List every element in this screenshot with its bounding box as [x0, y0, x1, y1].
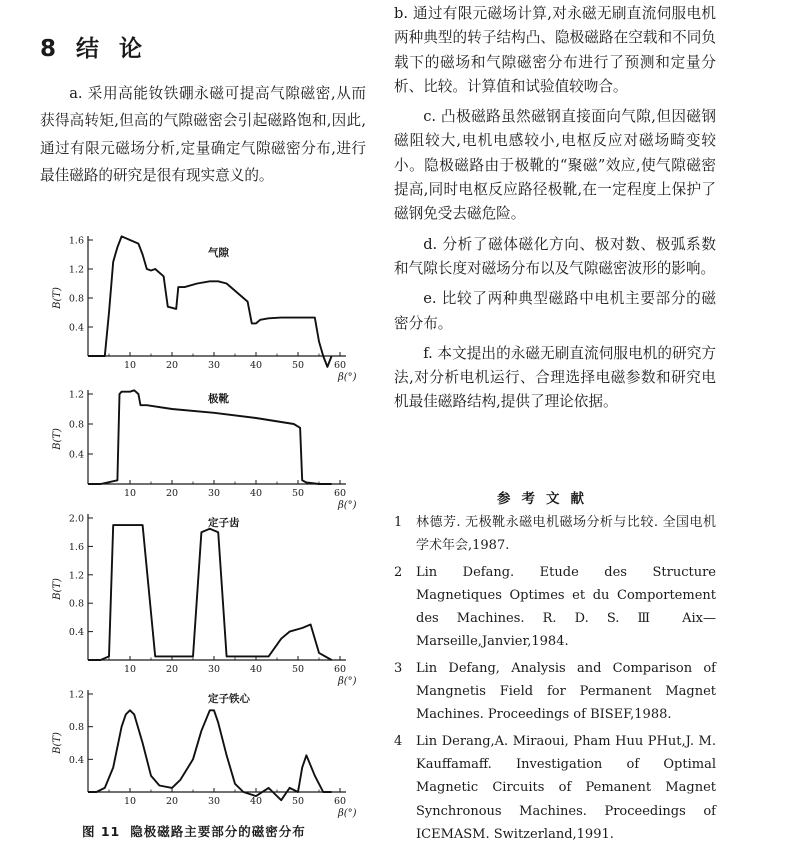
y-tick-label: 0.4 — [68, 627, 84, 639]
x-tick-label: 10 — [123, 796, 137, 807]
section-title: 8 结 论 — [40, 36, 149, 62]
y-tick-label: 0.8 — [68, 722, 84, 734]
y-axis-label: B(T) — [52, 287, 63, 309]
x-tick-label: 60 — [333, 796, 347, 807]
conclusion-para-e: e. 比较了两种典型磁路中电机主要部分的磁密分布。 — [394, 290, 716, 332]
x-tick-label: 20 — [165, 796, 179, 807]
y-tick-label: 1.2 — [68, 689, 84, 701]
chart-title: 气隙 — [208, 247, 229, 259]
x-axis-label: β(°) — [338, 676, 357, 687]
reference-text: Lin Defang. Etude des Structure Magnetiques Optimes et du Comportement des Machines. R. D. S. Ⅲ Aix—Marseille,Janvier,1984. — [416, 564, 716, 650]
x-tick-label: 40 — [249, 488, 263, 499]
x-axis-label: β(°) — [338, 500, 357, 511]
x-tick-label: 60 — [333, 488, 347, 499]
figure-number: 图 11 — [82, 824, 121, 839]
reference-text: Lin Derang,A. Miraoui, Pham Huu PHut,J. M. Kauffamaff. Investigation of Optimal Magnetic Circuits of Pemanent Magnet Synchronous Machines. Proceedings of ICEMASM. Switzerland,1991. — [416, 733, 716, 842]
chart-title: 定子铁心 — [208, 693, 250, 705]
reference-item — [394, 561, 716, 654]
x-tick-label: 30 — [207, 360, 221, 371]
reference-text: Lin Defang, Analysis and Comparison of Mangnetis Field for Permanent Magnet Machines. Proceedings of BISEF,1988. — [416, 660, 716, 723]
chart-stator-tooth — [40, 508, 380, 687]
x-tick-label: 50 — [291, 796, 305, 807]
y-tick-label: 0.8 — [68, 419, 84, 431]
y-axis-label: B(T) — [52, 732, 63, 754]
conclusion-para-d: d. 分析了磁体磁化方向、极对数、极弧系数和气隙长度对磁场分布以及气隙磁密波形的影响。 — [394, 235, 716, 277]
x-tick-label: 30 — [207, 488, 221, 499]
reference-number: 4 — [394, 733, 403, 749]
x-tick-label: 60 — [333, 360, 347, 371]
reference-item — [394, 657, 716, 727]
x-tick-label: 40 — [249, 360, 263, 371]
x-tick-label: 40 — [249, 796, 263, 807]
y-axis-label: B(T) — [52, 428, 63, 450]
reference-item — [394, 730, 716, 846]
reference-number: 1 — [394, 515, 403, 530]
y-tick-label: 1.2 — [68, 389, 84, 401]
y-tick-label: 0.4 — [68, 322, 84, 334]
y-tick-label: 1.6 — [68, 541, 84, 553]
x-tick-label: 10 — [123, 360, 137, 371]
chart-pole-shoe — [40, 380, 380, 511]
conclusion-para-f: f. 本文提出的永磁无刷直流伺服电机的研究方法,对分析电机运行、合理选择电磁参数和研究电机最佳磁路结构,提供了理论依据。 — [394, 344, 716, 411]
x-tick-label: 40 — [249, 664, 263, 675]
y-tick-label: 0.8 — [68, 293, 84, 305]
x-tick-label: 20 — [165, 360, 179, 371]
conclusion-para-b-continued: b. 通过有限元磁场计算,对永磁无刷直流伺服电机两种典型的转子结构凸、隐极磁路在空载和不同负载下的磁场和气隙磁密分布进行了预测和定量分析、比较。计算值和试验值较吻合。 — [394, 5, 716, 95]
chart-air-gap — [40, 228, 380, 383]
chart-title: 定子齿 — [208, 517, 240, 529]
reference-text: 林德芳. 无极靴永磁电机磁场分析与比较. 全国电机学术年会,1987. — [416, 515, 716, 554]
conclusion-para-c: c. 凸极磁路虽然磁钢直接面向气隙,但因磁钢磁阻较大,电机电感较小,电枢反应对磁场畸变较小。隐极磁路由于极靴的“聚磁”效应,使气隙磁密提高,同时电枢反应路径极靴,在一定程度上保护了磁钢免受去磁危险。 — [394, 108, 716, 223]
x-axis-label: β(°) — [338, 372, 357, 383]
y-tick-label: 2.0 — [68, 513, 84, 525]
chart-title: 极靴 — [208, 393, 229, 405]
series-line — [88, 525, 332, 660]
y-tick-label: 0.8 — [68, 598, 84, 610]
y-axis-label: B(T) — [52, 578, 63, 600]
x-tick-label: 10 — [123, 664, 137, 675]
y-tick-label: 1.6 — [68, 235, 84, 247]
x-tick-label: 10 — [123, 488, 137, 499]
right-column — [394, 2, 716, 421]
y-tick-label: 1.2 — [68, 264, 84, 276]
conclusion-para-a: a. 采用高能钕铁硼永磁可提高气隙磁密,从而获得高转矩,但高的气隙磁密会引起磁路饱和,因此,通过有限元磁场分析,定量确定气隙磁密分布,进行最佳磁路的研究是很有现实意义的。 — [40, 85, 366, 185]
x-tick-label: 30 — [207, 664, 221, 675]
reference-number: 3 — [394, 660, 403, 676]
figure-11-charts — [40, 228, 380, 818]
x-tick-label: 50 — [291, 360, 305, 371]
x-axis-label: β(°) — [338, 808, 357, 819]
series-line — [88, 710, 332, 800]
reference-number: 2 — [394, 564, 403, 580]
x-tick-label: 60 — [333, 664, 347, 675]
references-heading: 参考文献 — [497, 491, 595, 507]
x-tick-label: 30 — [207, 796, 221, 807]
x-tick-label: 20 — [165, 488, 179, 499]
x-tick-label: 50 — [291, 488, 305, 499]
x-tick-label: 20 — [165, 664, 179, 675]
reference-list — [394, 511, 716, 849]
chart-stator-core — [40, 686, 380, 819]
y-tick-label: 0.4 — [68, 449, 84, 461]
y-tick-label: 1.2 — [68, 570, 84, 582]
reference-item — [394, 511, 716, 558]
figure-caption-text: 隐极磁路主要部分的磁密分布 — [130, 824, 306, 839]
y-tick-label: 0.4 — [68, 754, 84, 766]
x-tick-label: 50 — [291, 664, 305, 675]
figure-caption — [82, 822, 306, 840]
